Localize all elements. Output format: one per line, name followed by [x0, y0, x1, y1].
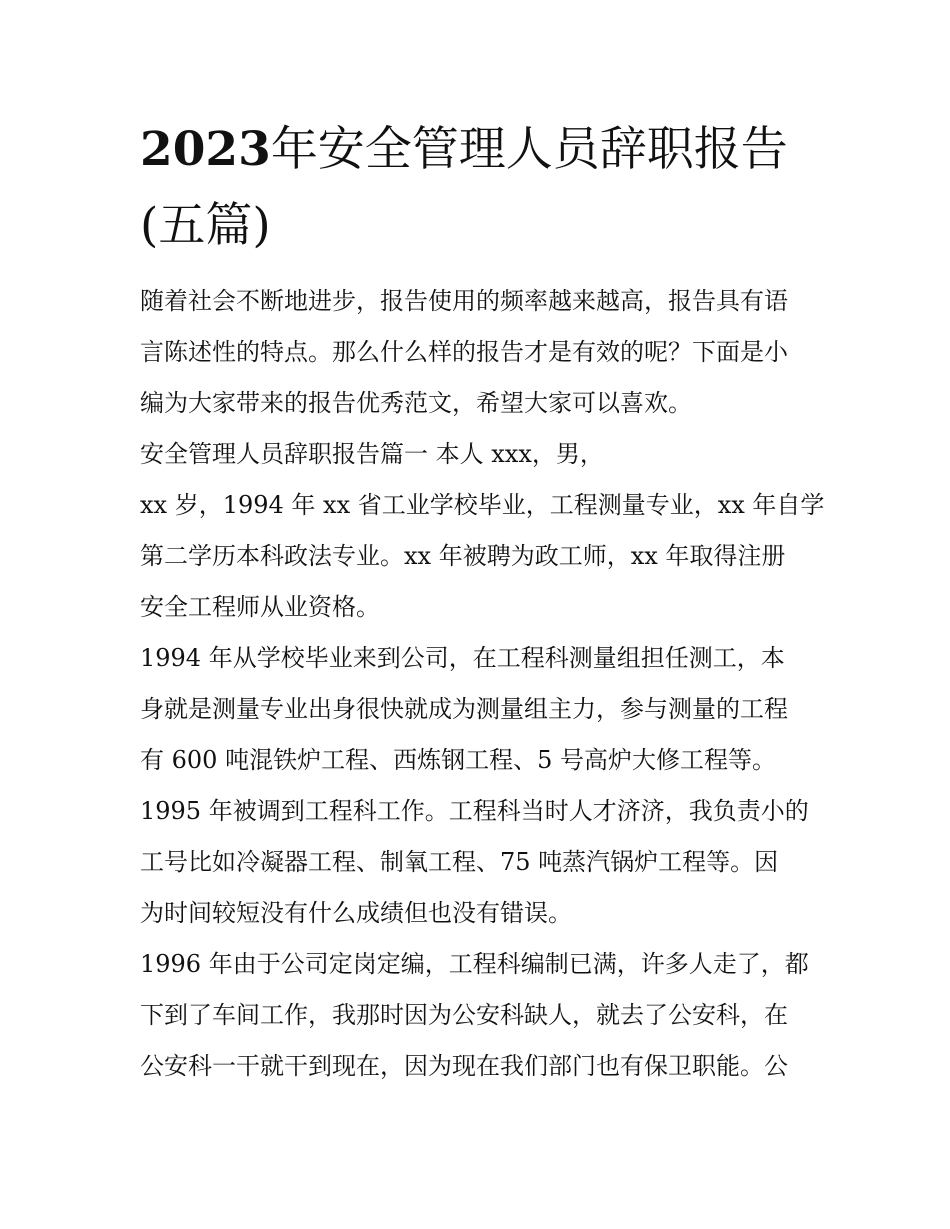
body-line: 第二学历本科政法专业。xx 年被聘为政工师，xx 年取得注册 [140, 542, 786, 570]
title-line-2: (五篇) [140, 198, 271, 253]
body-line: 言陈述性的特点。那么什么样的报告才是有效的呢？下面是小 [140, 338, 788, 366]
body-line: xx 岁，1994 年 xx 省工业学校毕业，工程测量专业，xx 年自学 [140, 491, 825, 519]
document-title [140, 112, 820, 264]
body-line: 安全工程师从业资格。 [140, 593, 380, 621]
body-line: 1995 年被调到工程科工作。工程科当时人才济济，我负责小的 [140, 797, 809, 825]
body-line: 1994 年从学校毕业来到公司，在工程科测量组担任测工，本 [140, 644, 785, 672]
body-line: 1996 年由于公司定岗定编，工程科编制已满，许多人走了，都 [140, 950, 809, 978]
body-line: 身就是测量专业出身很快就成为测量组主力，参与测量的工程 [140, 695, 788, 723]
body-line: 随着社会不断地进步，报告使用的频率越来越高，报告具有语 [140, 287, 788, 315]
body-line: 下到了车间工作，我那时因为公安科缺人，就去了公安科，在 [140, 1001, 788, 1029]
body-line: 安全管理人员辞职报告篇一 本人 xxx，男， [140, 440, 604, 468]
body-line: 公安科一干就干到现在，因为现在我们部门也有保卫职能。公 [140, 1052, 788, 1080]
title-year: 2023 [140, 122, 271, 177]
document-body [140, 282, 825, 1098]
body-line: 工号比如冷凝器工程、制氧工程、75 吨蒸汽锅炉工程等。因 [140, 848, 779, 876]
body-line: 有 600 吨混铁炉工程、西炼钢工程、5 号高炉大修工程等。 [140, 746, 776, 774]
body-line: 为时间较短没有什么成绩但也没有错误。 [140, 899, 572, 927]
title-text: 年安全管理人员辞职报告 [270, 122, 788, 177]
title-line-1 [140, 112, 820, 188]
body-line: 编为大家带来的报告优秀范文，希望大家可以喜欢。 [140, 389, 692, 417]
